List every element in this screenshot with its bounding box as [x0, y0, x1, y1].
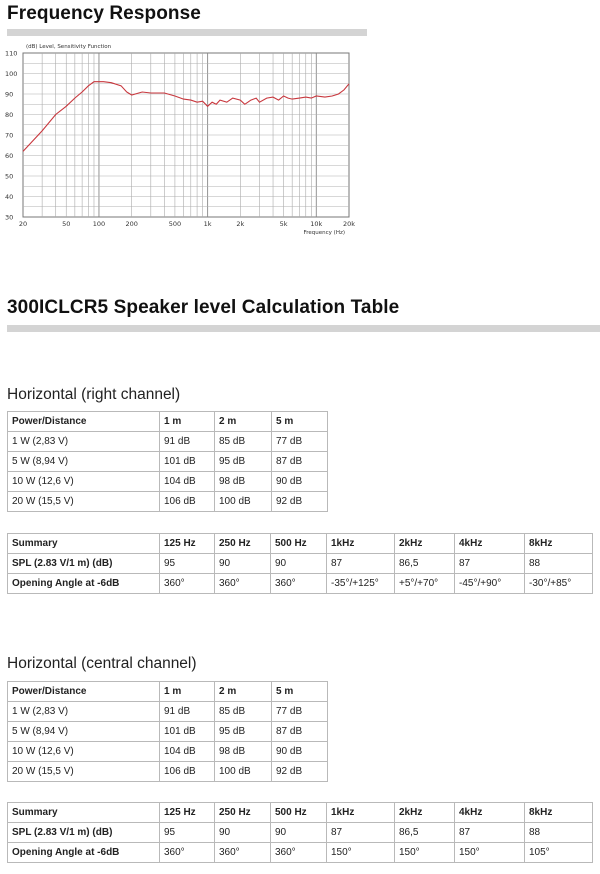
table-cell: 104 dB: [160, 472, 215, 492]
table-row: [8, 742, 328, 762]
y-tick-label: 110: [5, 49, 18, 58]
title-underline: [7, 29, 367, 36]
table-header-row: [8, 682, 328, 702]
table-cell: 360°: [160, 574, 215, 594]
table-cell: 20 W (15,5 V): [8, 762, 160, 782]
right-channel-heading: Horizontal (right channel): [7, 386, 181, 403]
x-tick-label: 100: [92, 220, 106, 228]
table-cell: SPL (2.83 V/1 m) (dB): [8, 554, 160, 574]
table-cell: 90 dB: [272, 742, 328, 762]
x-axis-title: Frequency (Hz): [303, 230, 345, 236]
table-cell: 10 W (12,6 V): [8, 742, 160, 762]
table-cell: 125 Hz: [160, 534, 215, 554]
x-tick-label: 20: [18, 220, 28, 228]
x-tick-label: 5k: [279, 220, 288, 228]
table-cell: 91 dB: [160, 432, 215, 452]
table-cell: 1 W (2,83 V): [8, 702, 160, 722]
table-cell: 77 dB: [272, 702, 328, 722]
table-cell: 1 W (2,83 V): [8, 432, 160, 452]
calculation-table-title: 300ICLCR5 Speaker level Calculation Table: [7, 297, 400, 318]
table-cell: 20 W (15,5 V): [8, 492, 160, 512]
right-channel-power-table: [7, 411, 328, 512]
table-cell: 92 dB: [272, 762, 328, 782]
table-cell: 125 Hz: [160, 803, 215, 823]
table-cell: 2kHz: [395, 803, 455, 823]
table-cell: 5 W (8,94 V): [8, 452, 160, 472]
table-cell: Power/Distance: [8, 682, 160, 702]
table-cell: 90 dB: [272, 472, 328, 492]
table-cell: 87 dB: [272, 452, 328, 472]
table-cell: 2 m: [215, 412, 272, 432]
y-tick-label: 40: [5, 193, 14, 201]
table-cell: 88: [525, 554, 593, 574]
table-cell: 101 dB: [160, 722, 215, 742]
table-cell: 150°: [455, 843, 525, 863]
x-tick-label: 200: [125, 220, 138, 228]
table-cell: 360°: [271, 843, 327, 863]
table-cell: 1 m: [160, 682, 215, 702]
table-cell: 92 dB: [272, 492, 328, 512]
table-cell: +5°/+70°: [395, 574, 455, 594]
table-cell: 2 m: [215, 682, 272, 702]
table-row: [8, 702, 328, 722]
table-cell: 1 m: [160, 412, 215, 432]
table-cell: Power/Distance: [8, 412, 160, 432]
table-cell: 500 Hz: [271, 803, 327, 823]
table-cell: 4kHz: [455, 803, 525, 823]
central-channel-summary-table: [7, 802, 593, 863]
table-cell: Summary: [8, 803, 160, 823]
table-cell: 150°: [395, 843, 455, 863]
table-row: [8, 722, 328, 742]
table-cell: 98 dB: [215, 742, 272, 762]
table-cell: Opening Angle at -6dB: [8, 843, 160, 863]
right-channel-summary-table: [7, 533, 593, 594]
table-row: [8, 472, 328, 492]
table-cell: 86,5: [395, 554, 455, 574]
table-cell: 91 dB: [160, 702, 215, 722]
table-header-row: [8, 803, 593, 823]
table-cell: 85 dB: [215, 432, 272, 452]
table-cell: 360°: [215, 574, 271, 594]
x-tick-label: 1k: [203, 220, 212, 228]
table-cell: 90: [271, 823, 327, 843]
table-cell: 106 dB: [160, 492, 215, 512]
table-row: [8, 574, 593, 594]
x-tick-label: 500: [168, 220, 182, 228]
table-cell: 250 Hz: [215, 534, 271, 554]
table-cell: 8kHz: [525, 534, 593, 554]
y-tick-label: 80: [5, 111, 14, 119]
table-cell: 88: [525, 823, 593, 843]
table-cell: 87: [455, 823, 525, 843]
table-cell: -45°/+90°: [455, 574, 525, 594]
table-cell: Opening Angle at -6dB: [8, 574, 160, 594]
table-cell: 95 dB: [215, 452, 272, 472]
table-header-row: [8, 412, 328, 432]
table-cell: 150°: [327, 843, 395, 863]
table-cell: 90: [271, 554, 327, 574]
table-cell: 5 m: [272, 682, 328, 702]
table-cell: 360°: [215, 843, 271, 863]
frequency-response-chart: [0, 38, 370, 240]
table-cell: 101 dB: [160, 452, 215, 472]
x-tick-label: 50: [62, 220, 71, 228]
table-cell: 90: [215, 554, 271, 574]
table-cell: 98 dB: [215, 472, 272, 492]
table-cell: 87: [327, 554, 395, 574]
central-channel-power-table: [7, 681, 328, 782]
table-row: [8, 452, 328, 472]
table-cell: 100 dB: [215, 762, 272, 782]
table-cell: -30°/+85°: [525, 574, 593, 594]
x-tick-label: 10k: [310, 220, 323, 228]
table-cell: 104 dB: [160, 742, 215, 762]
table-cell: 250 Hz: [215, 803, 271, 823]
table-cell: -35°/+125°: [327, 574, 395, 594]
table-cell: 5 m: [272, 412, 328, 432]
table-cell: Summary: [8, 534, 160, 554]
y-axis-title: (dB) Level, Sensitivity Function: [26, 44, 112, 50]
table-cell: SPL (2.83 V/1 m) (dB): [8, 823, 160, 843]
table-cell: 100 dB: [215, 492, 272, 512]
table-cell: 5 W (8,94 V): [8, 722, 160, 742]
table-cell: 4kHz: [455, 534, 525, 554]
y-tick-label: 100: [5, 70, 18, 78]
table-cell: 90: [215, 823, 271, 843]
y-tick-label: 50: [5, 172, 14, 181]
table-cell: 86,5: [395, 823, 455, 843]
table-row: [8, 492, 328, 512]
table-cell: 10 W (12,6 V): [8, 472, 160, 492]
y-tick-label: 70: [5, 131, 14, 140]
table-row: [8, 432, 328, 452]
table-row: [8, 762, 328, 782]
table-cell: 95 dB: [215, 722, 272, 742]
section-divider: [7, 325, 600, 332]
frequency-response-title: Frequency Response: [7, 3, 201, 24]
table-cell: 87 dB: [272, 722, 328, 742]
table-cell: 1kHz: [327, 534, 395, 554]
central-channel-heading: Horizontal (central channel): [7, 655, 197, 672]
table-cell: 87: [455, 554, 525, 574]
x-tick-label: 2k: [236, 220, 245, 228]
table-cell: 1kHz: [327, 803, 395, 823]
table-cell: 360°: [271, 574, 327, 594]
table-cell: 106 dB: [160, 762, 215, 782]
y-tick-label: 90: [5, 90, 14, 99]
table-cell: 8kHz: [525, 803, 593, 823]
table-cell: 2kHz: [395, 534, 455, 554]
table-row: [8, 823, 593, 843]
table-header-row: [8, 534, 593, 554]
table-cell: 77 dB: [272, 432, 328, 452]
table-cell: 105°: [525, 843, 593, 863]
table-row: [8, 843, 593, 863]
y-tick-label: 30: [5, 213, 14, 222]
table-cell: 500 Hz: [271, 534, 327, 554]
table-cell: 360°: [160, 843, 215, 863]
x-tick-label: 20k: [342, 220, 356, 228]
table-row: [8, 554, 593, 574]
y-tick-label: 60: [5, 152, 14, 160]
table-cell: 95: [160, 554, 215, 574]
table-cell: 85 dB: [215, 702, 272, 722]
table-cell: 95: [160, 823, 215, 843]
table-cell: 87: [327, 823, 395, 843]
